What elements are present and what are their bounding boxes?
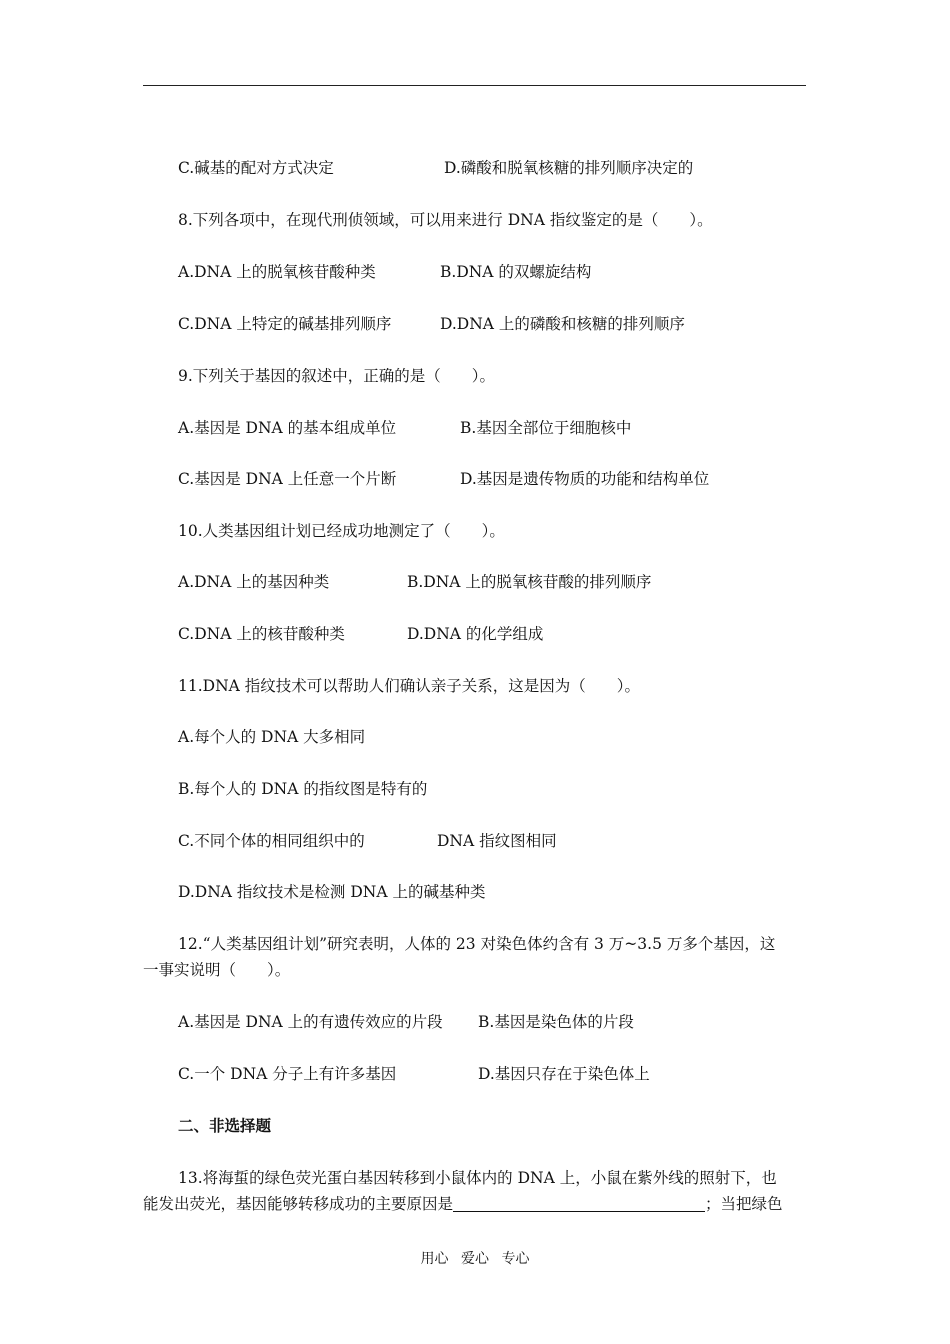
q10-stem: 10.人类基因组计划已经成功地测定了（ ）。 (178, 522, 505, 540)
q11-option-c-continued: DNA 指纹图相同 (437, 832, 557, 850)
section-heading: 二、非选择题 (178, 1116, 272, 1135)
q11-option-b: B.每个人的 DNA 的指纹图是特有的 (178, 780, 428, 798)
q8-option-c: C.DNA 上特定的碱基排列顺序 (178, 315, 392, 333)
q9-option-d: D.基因是遗传物质的功能和结构单位 (460, 470, 710, 488)
q9-stem: 9.下列关于基因的叙述中，正确的是（ ）。 (178, 367, 496, 385)
q13-line2-tail: ；当把绿色 (705, 1195, 783, 1213)
q12-option-a: A.基因是 DNA 上的有遗传效应的片段 (178, 1013, 443, 1031)
q11-option-a: A.每个人的 DNA 大多相同 (178, 728, 366, 746)
header-rule (143, 85, 806, 86)
q13-line2 (143, 1194, 783, 1214)
q13-line1: 13.将海蜇的绿色荧光蛋白基因转移到小鼠体内的 DNA 上，小鼠在紫外线的照射下，也 (178, 1169, 777, 1187)
page-footer: 用心 爱心 专心 (420, 1251, 530, 1267)
q8-option-a: A.DNA 上的脱氧核苷酸种类 (178, 263, 376, 281)
q12-option-c: C.一个 DNA 分子上有许多基因 (178, 1065, 397, 1083)
q7-option-c: C.碱基的配对方式决定 (178, 159, 334, 177)
q13-line2-text: 能发出荧光，基因能够转移成功的主要原因是 (143, 1195, 454, 1213)
q11-option-c: C.不同个体的相同组织中的 (178, 832, 365, 850)
q12-option-d: D.基因只存在于染色体上 (478, 1065, 650, 1083)
q11-stem: 11.DNA 指纹技术可以帮助人们确认亲子关系，这是因为（ ）。 (178, 677, 641, 695)
q9-option-b: B.基因全部位于细胞核中 (460, 419, 632, 437)
q9-option-a: A.基因是 DNA 的基本组成单位 (178, 419, 397, 437)
answer-blank (453, 1195, 705, 1212)
q10-option-c: C.DNA 上的核苷酸种类 (178, 625, 345, 643)
q10-option-d: D.DNA 的化学组成 (407, 625, 544, 643)
q9-option-c: C.基因是 DNA 上任意一个片断 (178, 470, 397, 488)
q12-stem-line1: 12.“人类基因组计划”研究表明，人体的 23 对染色体约含有 3 万~3.5 万多个基因，这 (178, 935, 776, 953)
q10-option-b: B.DNA 上的脱氧核苷酸的排列顺序 (407, 573, 652, 591)
q12-option-b: B.基因是染色体的片段 (478, 1013, 634, 1031)
q10-option-a: A.DNA 上的基因种类 (178, 573, 330, 591)
q11-option-d: D.DNA 指纹技术是检测 DNA 上的碱基种类 (178, 883, 486, 901)
q7-option-d: D.磷酸和脱氧核糖的排列顺序决定的 (444, 159, 694, 177)
q8-stem: 8.下列各项中，在现代刑侦领域，可以用来进行 DNA 指纹鉴定的是（ ）。 (178, 211, 713, 229)
q8-option-d: D.DNA 上的磷酸和核糖的排列顺序 (440, 315, 685, 333)
q8-option-b: B.DNA 的双螺旋结构 (440, 263, 592, 281)
q12-stem-line2: 一事实说明（ ）。 (143, 961, 291, 979)
